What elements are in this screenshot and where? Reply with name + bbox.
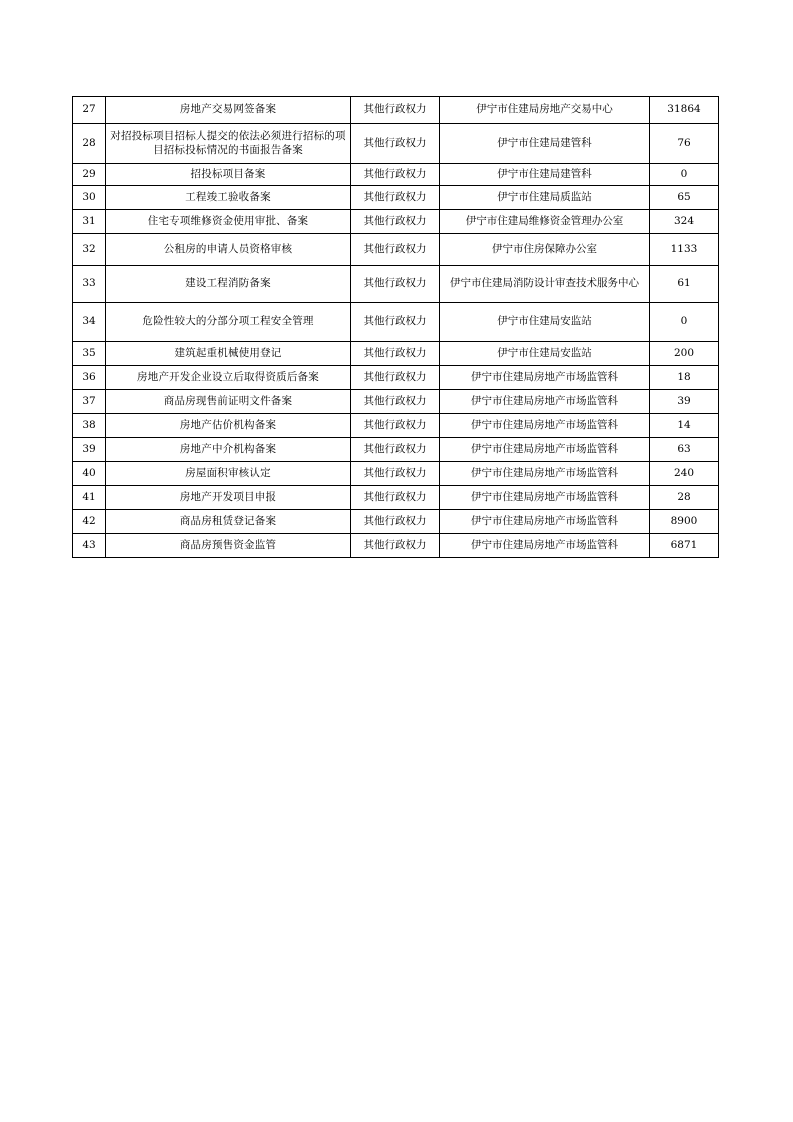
row-number-cell: 35	[73, 342, 106, 366]
responsible-unit-cell: 伊宁市住建局建管科	[440, 164, 650, 186]
power-type-cell: 其他行政权力	[351, 266, 440, 303]
responsible-unit-cell: 伊宁市住建局房地产市场监管科	[440, 534, 650, 558]
table-body	[73, 97, 719, 558]
count-cell: 31864	[650, 97, 719, 124]
item-name-cell: 商品房现售前证明文件备案	[106, 390, 351, 414]
table-row	[73, 186, 719, 210]
power-type-cell: 其他行政权力	[351, 186, 440, 210]
row-number-cell: 38	[73, 414, 106, 438]
count-cell: 18	[650, 366, 719, 390]
count-cell: 14	[650, 414, 719, 438]
count-cell: 39	[650, 390, 719, 414]
power-list-table	[72, 96, 719, 558]
row-number-cell: 32	[73, 234, 106, 266]
item-name-cell: 商品房租赁登记备案	[106, 510, 351, 534]
row-number-cell: 30	[73, 186, 106, 210]
power-type-cell: 其他行政权力	[351, 366, 440, 390]
row-number-cell: 37	[73, 390, 106, 414]
item-name-cell: 房屋面积审核认定	[106, 462, 351, 486]
item-name-cell: 商品房预售资金监管	[106, 534, 351, 558]
row-number-cell: 40	[73, 462, 106, 486]
item-name-cell: 房地产中介机构备案	[106, 438, 351, 462]
item-name-cell: 对招投标项目招标人提交的依法必须进行招标的项目招标投标情况的书面报告备案	[106, 124, 351, 164]
responsible-unit-cell: 伊宁市住建局房地产市场监管科	[440, 390, 650, 414]
table-row	[73, 390, 719, 414]
count-cell: 76	[650, 124, 719, 164]
responsible-unit-cell: 伊宁市住建局房地产市场监管科	[440, 486, 650, 510]
row-number-cell: 29	[73, 164, 106, 186]
responsible-unit-cell: 伊宁市住建局房地产市场监管科	[440, 438, 650, 462]
table-row	[73, 414, 719, 438]
count-cell: 0	[650, 303, 719, 342]
responsible-unit-cell: 伊宁市住建局房地产市场监管科	[440, 414, 650, 438]
table-row	[73, 164, 719, 186]
power-type-cell: 其他行政权力	[351, 342, 440, 366]
count-cell: 200	[650, 342, 719, 366]
responsible-unit-cell: 伊宁市住建局消防设计审查技术服务中心	[440, 266, 650, 303]
power-type-cell: 其他行政权力	[351, 234, 440, 266]
count-cell: 0	[650, 164, 719, 186]
power-type-cell: 其他行政权力	[351, 210, 440, 234]
table-row	[73, 124, 719, 164]
count-cell: 63	[650, 438, 719, 462]
table-row	[73, 266, 719, 303]
count-cell: 1133	[650, 234, 719, 266]
count-cell: 6871	[650, 534, 719, 558]
row-number-cell: 41	[73, 486, 106, 510]
count-cell: 324	[650, 210, 719, 234]
table-row	[73, 510, 719, 534]
power-type-cell: 其他行政权力	[351, 462, 440, 486]
power-type-cell: 其他行政权力	[351, 390, 440, 414]
responsible-unit-cell: 伊宁市住建局房地产市场监管科	[440, 366, 650, 390]
power-type-cell: 其他行政权力	[351, 164, 440, 186]
table-row	[73, 210, 719, 234]
row-number-cell: 36	[73, 366, 106, 390]
table-row	[73, 438, 719, 462]
power-type-cell: 其他行政权力	[351, 534, 440, 558]
item-name-cell: 公租房的申请人员资格审核	[106, 234, 351, 266]
power-type-cell: 其他行政权力	[351, 414, 440, 438]
row-number-cell: 27	[73, 97, 106, 124]
item-name-cell: 建筑起重机械使用登记	[106, 342, 351, 366]
count-cell: 61	[650, 266, 719, 303]
responsible-unit-cell: 伊宁市住建局建管科	[440, 124, 650, 164]
responsible-unit-cell: 伊宁市住建局房地产市场监管科	[440, 462, 650, 486]
table-row	[73, 486, 719, 510]
count-cell: 8900	[650, 510, 719, 534]
power-type-cell: 其他行政权力	[351, 124, 440, 164]
count-cell: 28	[650, 486, 719, 510]
table-row	[73, 97, 719, 124]
row-number-cell: 33	[73, 266, 106, 303]
item-name-cell: 招投标项目备案	[106, 164, 351, 186]
item-name-cell: 房地产估价机构备案	[106, 414, 351, 438]
power-type-cell: 其他行政权力	[351, 97, 440, 124]
row-number-cell: 28	[73, 124, 106, 164]
count-cell: 240	[650, 462, 719, 486]
row-number-cell: 42	[73, 510, 106, 534]
row-number-cell: 39	[73, 438, 106, 462]
table-row	[73, 534, 719, 558]
power-type-cell: 其他行政权力	[351, 303, 440, 342]
table-row	[73, 462, 719, 486]
power-type-cell: 其他行政权力	[351, 438, 440, 462]
responsible-unit-cell: 伊宁市住建局安监站	[440, 342, 650, 366]
responsible-unit-cell: 伊宁市住建局安监站	[440, 303, 650, 342]
item-name-cell: 工程竣工验收备案	[106, 186, 351, 210]
item-name-cell: 房地产开发项目申报	[106, 486, 351, 510]
responsible-unit-cell: 伊宁市住建局房地产交易中心	[440, 97, 650, 124]
item-name-cell: 房地产开发企业设立后取得资质后备案	[106, 366, 351, 390]
responsible-unit-cell: 伊宁市住房保障办公室	[440, 234, 650, 266]
table-row	[73, 366, 719, 390]
power-type-cell: 其他行政权力	[351, 486, 440, 510]
item-name-cell: 房地产交易网签备案	[106, 97, 351, 124]
responsible-unit-cell: 伊宁市住建局质监站	[440, 186, 650, 210]
item-name-cell: 住宅专项维修资金使用审批、备案	[106, 210, 351, 234]
power-type-cell: 其他行政权力	[351, 510, 440, 534]
item-name-cell: 危险性较大的分部分项工程安全管理	[106, 303, 351, 342]
row-number-cell: 31	[73, 210, 106, 234]
responsible-unit-cell: 伊宁市住建局房地产市场监管科	[440, 510, 650, 534]
item-name-cell: 建设工程消防备案	[106, 266, 351, 303]
table-row	[73, 342, 719, 366]
row-number-cell: 34	[73, 303, 106, 342]
table-row	[73, 234, 719, 266]
row-number-cell: 43	[73, 534, 106, 558]
count-cell: 65	[650, 186, 719, 210]
table-row	[73, 303, 719, 342]
responsible-unit-cell: 伊宁市住建局维修资金管理办公室	[440, 210, 650, 234]
